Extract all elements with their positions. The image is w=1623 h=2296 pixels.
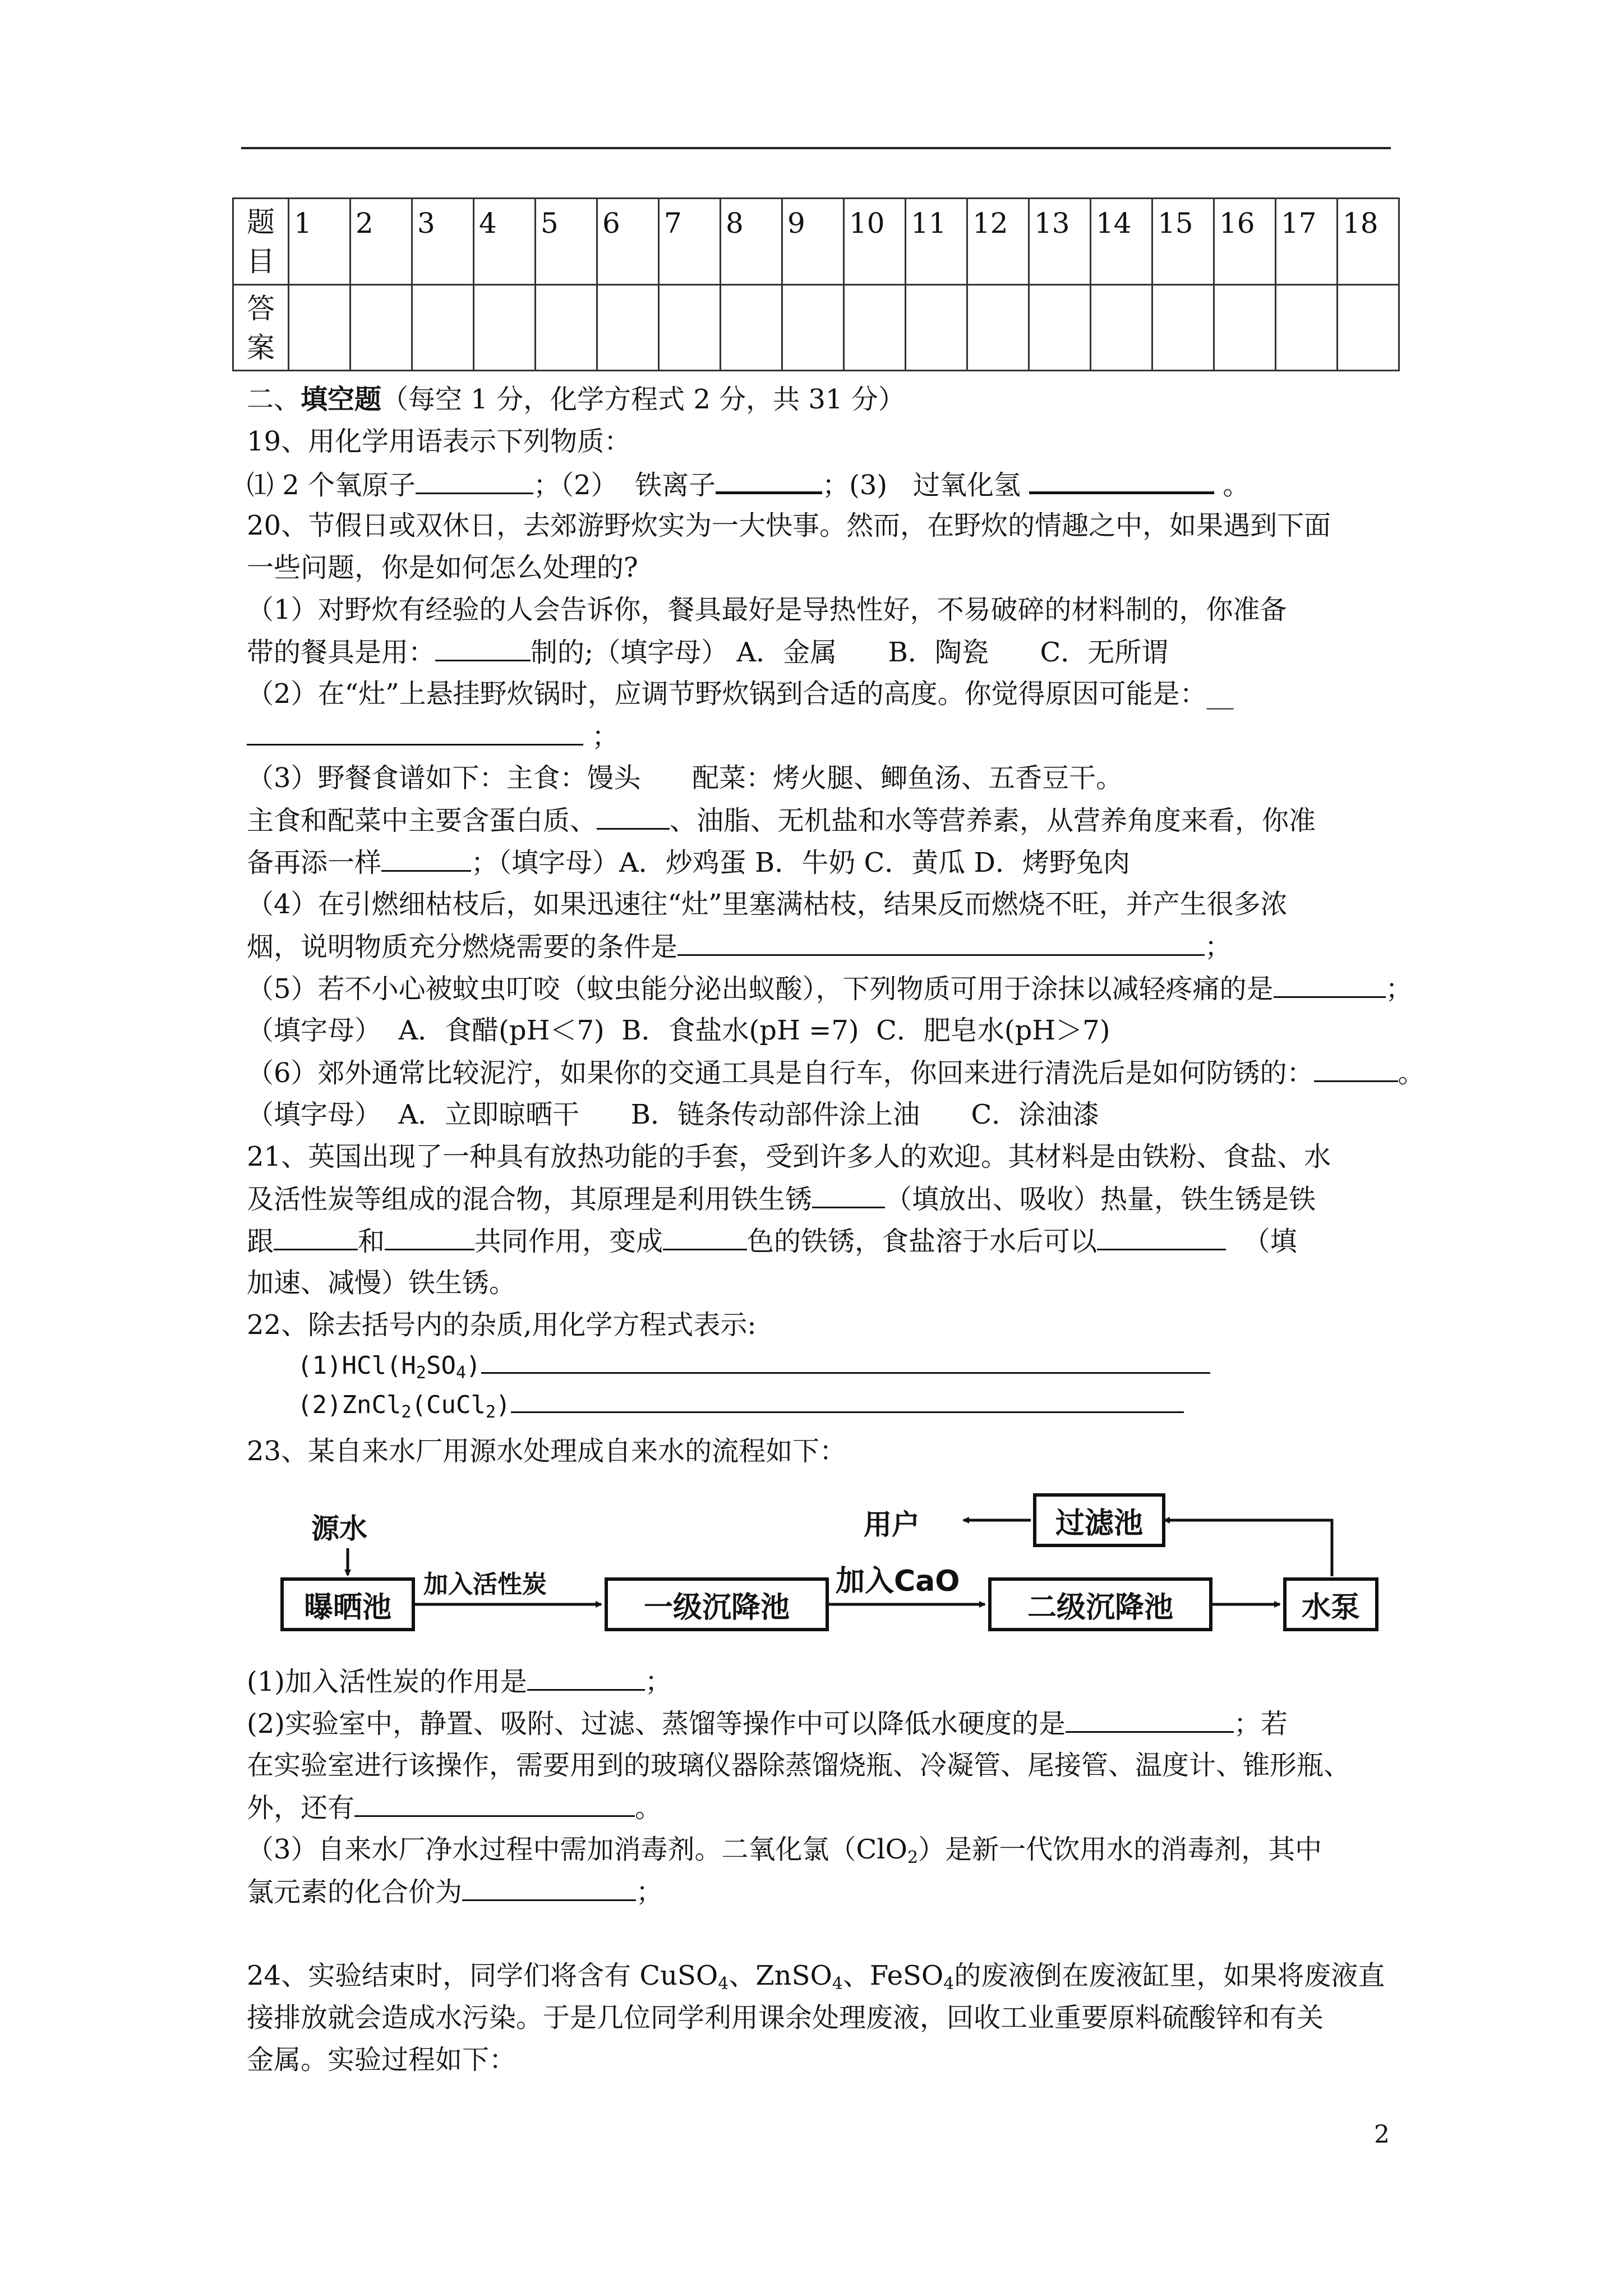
question-number: 13 <box>1029 199 1091 285</box>
question-number: 15 <box>1152 199 1214 285</box>
q19-parts: ⑴ 2 个氧原子 ；（2） 铁离子 ；(3) 过氧化氢 。 <box>247 467 1249 502</box>
question-number: 5 <box>536 199 597 285</box>
q24-line1: 24、实验结束时，同学们将含有 CuSO$_4$、ZnSO$_4$、FeSO$_4$的废液倒在废液缸里，如果将废液直 <box>247 1960 1385 1994</box>
q22-part2: (2)ZnCl$_2$(CuCl$_2$) <box>297 1388 1184 1429</box>
q23-part2: (2)实验室中，静置、吸附、过滤、蒸馏等操作中可以降低水硬度的是 ；若 <box>247 1706 1288 1741</box>
q21-line2: 及活性炭等组成的混合物，其原理是利用铁生锈 （填放出、吸收）热量，铁生锈是铁 <box>247 1182 1316 1216</box>
q21-line4: 加速、减慢）铁生锈。 <box>247 1267 517 1299</box>
box-filter-tank: 过滤池 <box>1033 1493 1165 1547</box>
question-number: 14 <box>1091 199 1152 285</box>
question-number: 1 <box>289 199 351 285</box>
q20-sub1-cont: 带的餐具是用： 制的;（填字母） A．金属 B．陶瓷 C．无所谓 <box>247 635 1168 669</box>
q23-part3: （3）自来水厂净水过程中需加消毒剂。二氧化氯（ClO$_2$）是新一代饮用水的消毒剂，其中 <box>247 1834 1322 1867</box>
arrow-pump-to-filter <box>1164 1520 1332 1576</box>
question-number: 6 <box>597 199 659 285</box>
q20-sub4-cont: 烟，说明物质充分燃烧需要的条件是 ； <box>247 930 1232 964</box>
question-number: 11 <box>906 199 967 285</box>
row-header-answer: 答 案 <box>233 284 289 371</box>
q23-part3-cont: 氯元素的化合价为 ； <box>247 1875 663 1909</box>
q20-sub3: （3）野餐食谱如下：主食：馒头 配菜：烤火腿、鲫鱼汤、五香豆干。 <box>247 762 1123 794</box>
question-number: 3 <box>412 199 474 285</box>
box-sun-tank: 曝晒池 <box>280 1577 415 1631</box>
q20-sub1: （1）对野炊有经验的人会告诉你，餐具最好是导热性好，不易破碎的材料制的，你准备 <box>247 594 1287 625</box>
label-user: 用户 <box>864 1508 920 1541</box>
question-number: 16 <box>1214 199 1276 285</box>
question-number: 10 <box>844 199 906 285</box>
question-number: 2 <box>351 199 412 285</box>
question-number: 17 <box>1276 199 1338 285</box>
q20-sub5-options: （填字母） A．食醋(pH＜7) B．食盐水(pH =7) C．肥皂水(pH＞7) <box>247 1015 1110 1046</box>
q23-part2-cont: 在实验室进行该操作，需要用到的玻璃仪器除蒸馏烧瓶、冷凝管、尾接管、温度计、锥形瓶、 <box>247 1750 1351 1781</box>
answer-blank[interactable] <box>462 1875 636 1901</box>
section-title: 二、填空题（每空 1 分，化学方程式 2 分，共 31 分） <box>247 384 905 415</box>
label-add-cao: 加入CaO <box>836 1565 960 1598</box>
label-source-water: 源水 <box>311 1512 367 1545</box>
box-secondary-settling-tank: 二级沉降池 <box>988 1577 1212 1631</box>
q23-part2-cont2: 外，还有 。 <box>247 1791 662 1825</box>
q22-stem: 22、除去括号内的杂质,用化学方程式表示: <box>247 1309 757 1341</box>
q21-line3: 跟 和 共同作用，变成 色的铁锈，食盐溶于水后可以 （填 <box>247 1224 1297 1258</box>
q20-sub5: （5）若不小心被蚊虫叮咬（蚊虫能分泌出蚁酸），下列物质可用于涂抹以减轻疼痛的是 ； <box>247 972 1413 1006</box>
label-add-activated-carbon: 加入活性炭 <box>423 1570 547 1599</box>
answer-blank[interactable] <box>527 1664 645 1691</box>
q23-part1: (1)加入活性炭的作用是 ； <box>247 1664 672 1699</box>
question-number: 12 <box>967 199 1029 285</box>
q22-part1: $(1)HCl(H_2SO_4)$ <box>297 1349 1210 1390</box>
q20-sub3-cont: 主食和配菜中主要含蛋白质、 、油脂、无机盐和水等营养素，从营养角度来看，你准 <box>247 803 1316 838</box>
q24-line2: 接排放就会造成水污染。于是几位同学利用课余处理废液，回收工业重要原料硫酸锌和有关 <box>247 2002 1324 2033</box>
box-water-pump: 水泵 <box>1283 1577 1378 1631</box>
q19-stem: 19、用化学用语表示下列物质： <box>247 426 631 457</box>
q20-sub4: （4）在引燃细枯枝后，如果迅速往“灶”里塞满枯枝，结果反而燃烧不旺，并产生很多浓 <box>247 889 1288 920</box>
q21-line1: 21、英国出现了一种具有放热功能的手套，受到许多人的欢迎。其材料是由铁粉、食盐、水 <box>247 1141 1331 1172</box>
question-number: 4 <box>474 199 536 285</box>
page-number: 2 <box>1374 2120 1390 2149</box>
q20-stem-cont: 一些问题，你是如何怎么处理的? <box>247 552 638 583</box>
box-primary-settling-tank: 一级沉降池 <box>605 1577 829 1631</box>
question-number: 9 <box>782 199 844 285</box>
q20-sub6-options: （填字母） A．立即晾晒干 B．链条传动部件涂上油 C．涂油漆 <box>247 1099 1100 1130</box>
q20-sub2: （2）在“灶”上悬挂野炊锅时，应调节野炊锅到合适的高度。你觉得原因可能是：__ <box>247 678 1234 710</box>
question-number: 8 <box>721 199 782 285</box>
question-number: 7 <box>659 199 721 285</box>
q20-sub3-cont2: 备再添一样 ；（填字母）A．炒鸡蛋 B．牛奶 C．黄瓜 D．烤野兔肉 <box>247 845 1130 880</box>
q23-stem: 23、某自来水厂用源水处理成自来水的流程如下： <box>247 1435 847 1467</box>
q20-sub2-cont: ； <box>247 719 619 753</box>
q20-stem: 20、节假日或双休日，去郊游野炊实为一大快事。然而，在野炊的情趣之中，如果遇到下面 <box>247 510 1331 541</box>
row-header-question: 题 目 <box>233 199 289 285</box>
answer-blank[interactable] <box>354 1791 635 1817</box>
q24-line3: 金属。实验过程如下： <box>247 2044 517 2076</box>
question-number: 18 <box>1338 199 1399 285</box>
answer-blank[interactable] <box>1066 1706 1234 1733</box>
q20-sub6: （6）郊外通常比较泥泞，如果你的交通工具是自行车，你回来进行清洗后是如何防锈的： 。 <box>247 1056 1425 1090</box>
